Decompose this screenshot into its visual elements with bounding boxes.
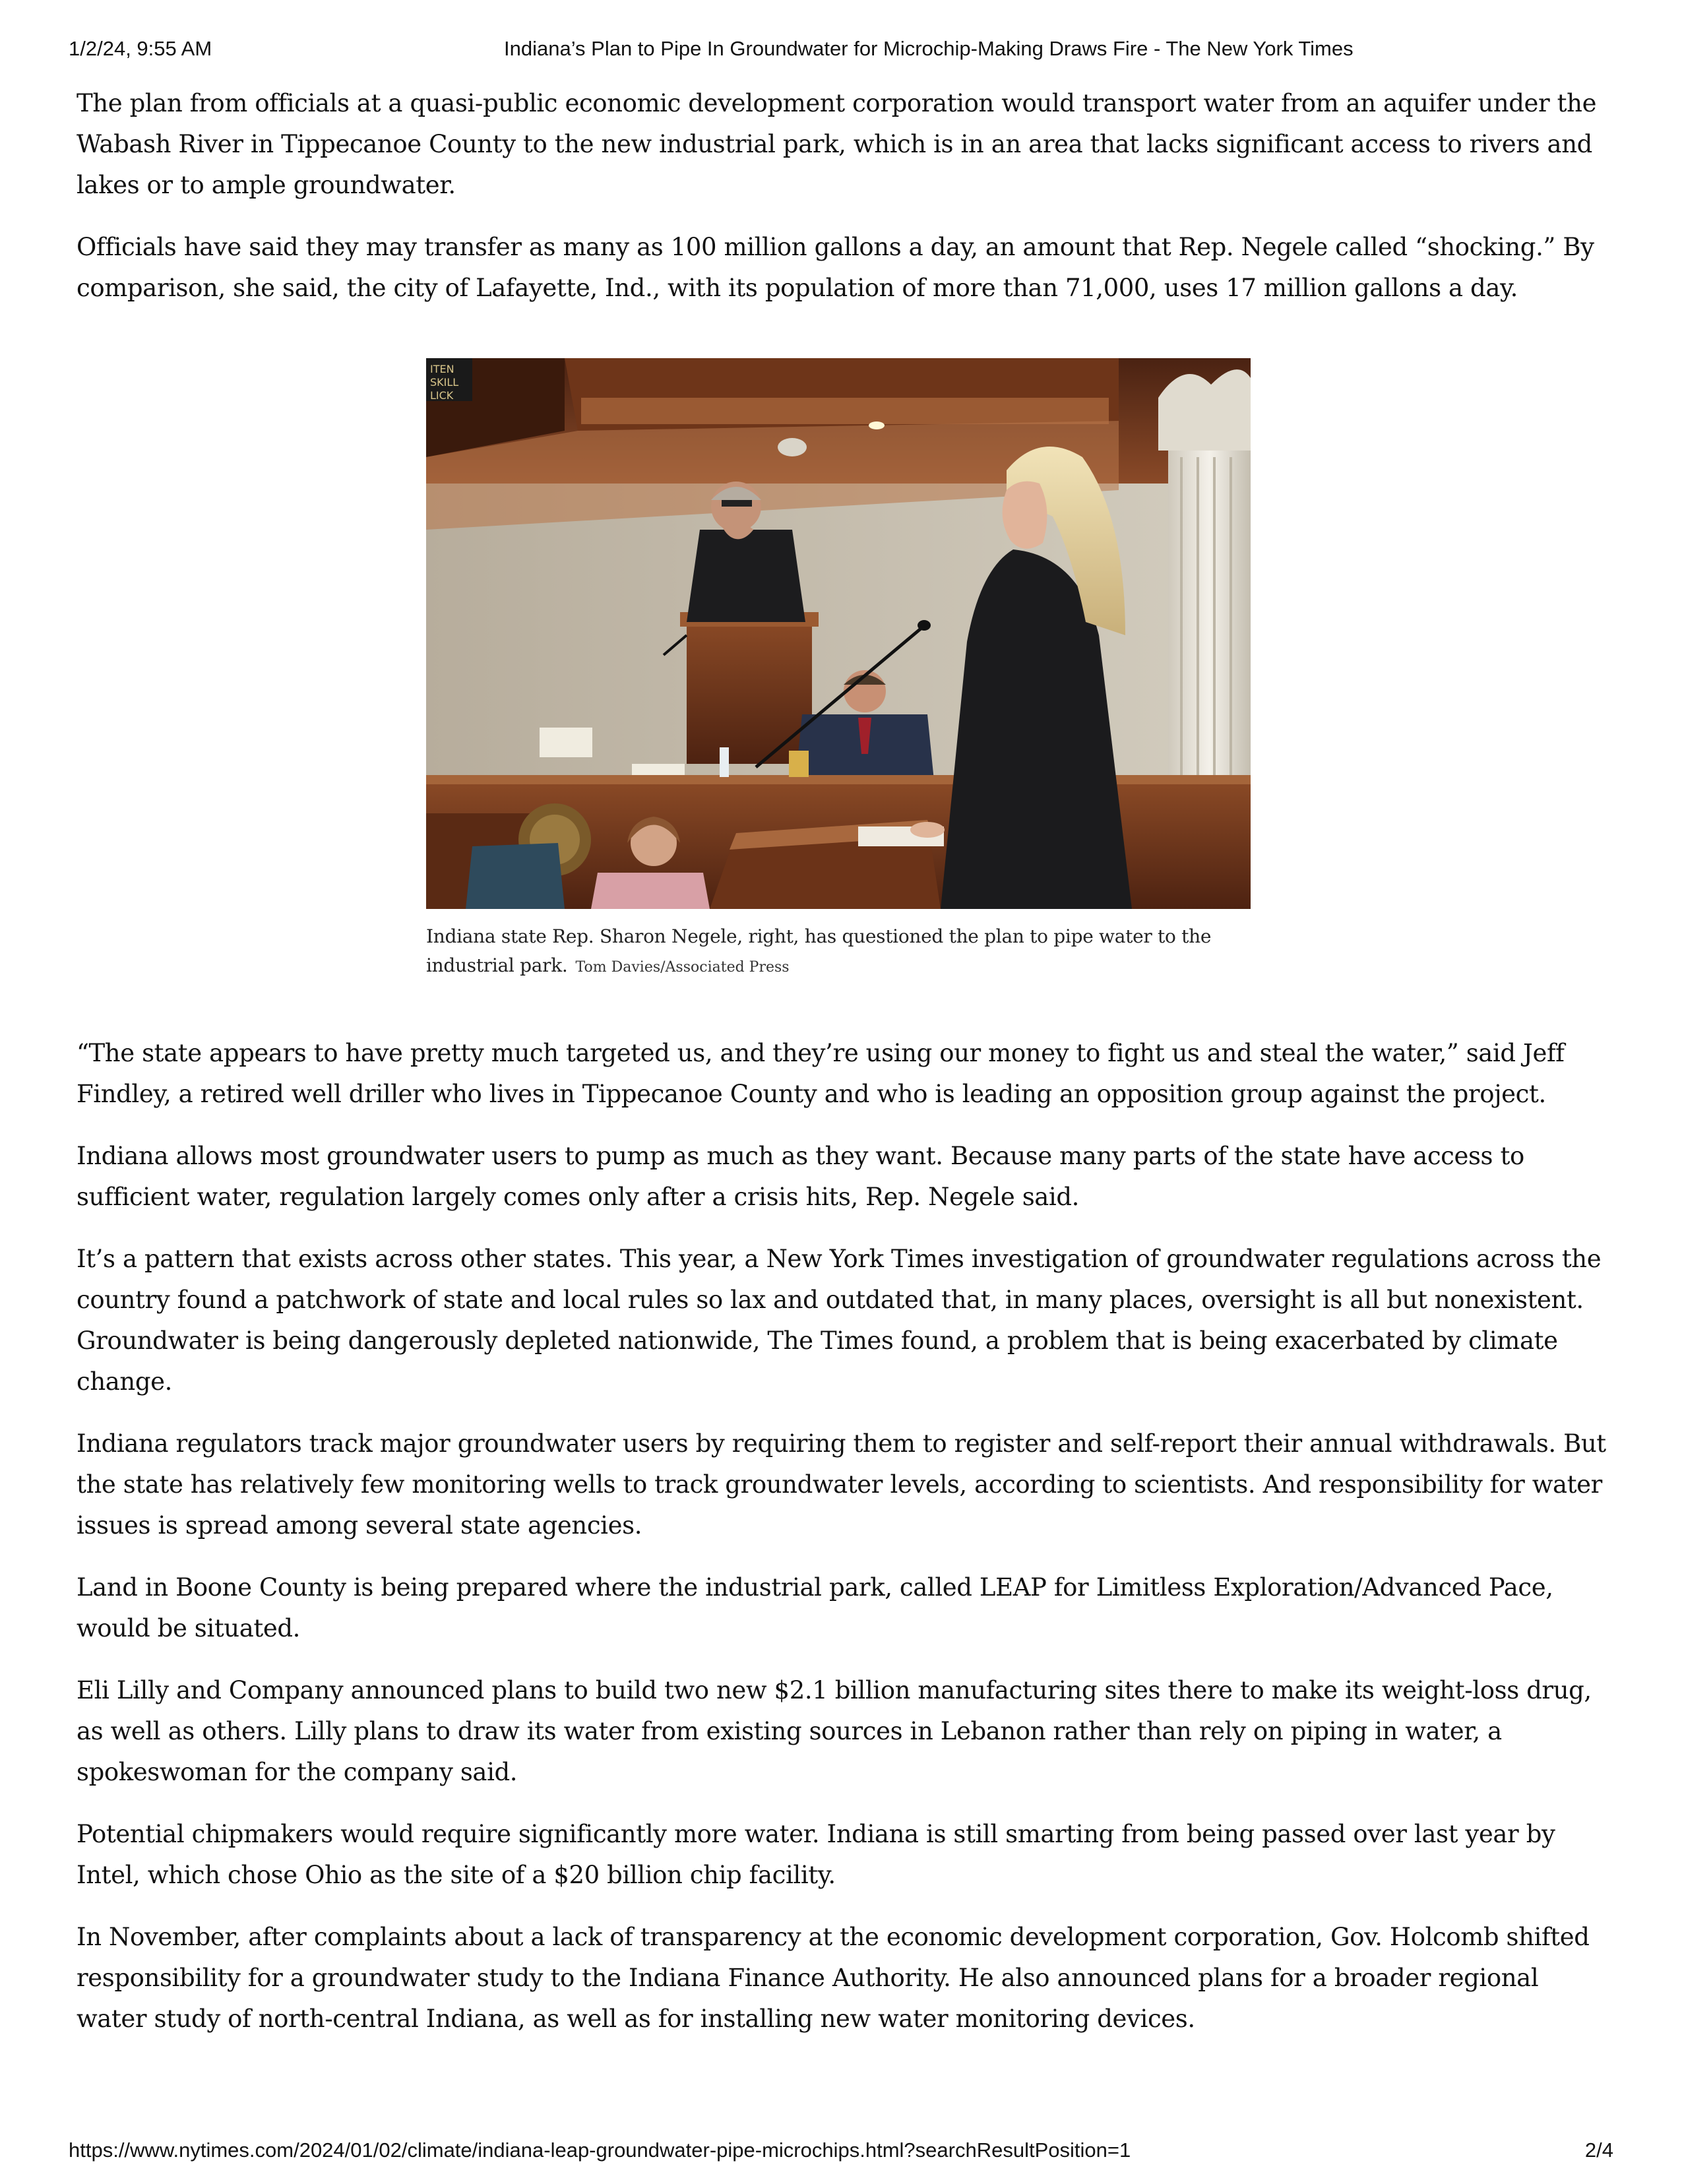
svg-text:ITEN: ITEN <box>430 363 454 375</box>
print-page-title: Indiana’s Plan to Pipe In Groundwater for Microchip-Making Draws Fire - The New York Times <box>504 37 1354 60</box>
article-figure <box>426 358 1251 982</box>
page-url-link[interactable]: https://www.nytimes.com/2024/01/02/climate/indiana-leap-groundwater-pipe-microchips.html?searchResultPosition=1 <box>69 2138 1131 2162</box>
article-paragraph: Eli Lilly and Company announced plans to build two new $2.1 billion manufacturing sites there to make its weight-loss drug, as well as others. Lilly plans to draw its water from existing sources in Lebanon rather than rely on piping in water, a spokeswoman for the company said. <box>77 1676 1592 1786</box>
figure-caption <box>426 922 1244 982</box>
caption-text: Indiana state Rep. Sharon Negele, right, has questioned the plan to pipe water to the industrial park. <box>426 925 1212 976</box>
page-number: 2/4 <box>1584 2138 1613 2162</box>
print-header <box>69 37 1613 70</box>
print-footer <box>69 2138 1613 2168</box>
article-body-bottom <box>77 1033 1607 2061</box>
article-paragraph: Indiana allows most groundwater users to pump as much as they want. Because many parts of the state have access to sufficient water, regulation largely comes only after a crisis hits, Rep. Negele said. <box>77 1142 1524 1211</box>
article-paragraph: Officials have said they may transfer as many as 100 million gallons a day, an amount that Rep. Negele called “shocking.” By comparison, she said, the city of Lafayette, Ind., with its population of more than 71,000, uses 17 million gallons a day. <box>77 233 1594 302</box>
article-paragraph: “The state appears to have pretty much targeted us, and they’re using our money to fight us and steal the water,” said Jeff Findley, a retired well driller who lives in Tippecanoe County and who is leading an opposition group against the project. <box>77 1039 1565 1108</box>
photo-legislator-speaking <box>426 358 1251 909</box>
photo-credit: Tom Davies/Associated Press <box>575 959 790 976</box>
article-paragraph: It’s a pattern that exists across other states. This year, a New York Times investigation of groundwater regulations across the country found a patchwork of state and local rules so lax and outdated that, in many places, oversight is all but nonexistent. Groundwater is being dangerously depleted nationwide, The Times found, a problem that is being exacerbated by climate change. <box>77 1245 1602 1396</box>
article-paragraph: The plan from officials at a quasi-public economic development corporation would transport water from an aquifer under the Wabash River in Tippecanoe County to the new industrial park, which is in an area that lacks significant access to rivers and lakes or to ample groundwater. <box>77 89 1597 199</box>
article-body-top <box>77 83 1607 330</box>
article-paragraph: Land in Boone County is being prepared where the industrial park, called LEAP for Limitless Exploration/Advanced Pace, would be situated. <box>77 1573 1553 1642</box>
article-paragraph: Indiana regulators track major groundwater users by requiring them to register and self-report their annual withdrawals. But the state has relatively few monitoring wells to track groundwater levels, according to scientists. And responsibility for water issues is spread among several state agencies. <box>77 1429 1606 1540</box>
svg-text:LICK: LICK <box>430 389 454 402</box>
print-date: 1/2/24, 9:55 AM <box>69 37 212 60</box>
article-paragraph: Potential chipmakers would require significantly more water. Indiana is still smarting from being passed over last year by Intel, which chose Ohio as the site of a $20 billion chip facility. <box>77 1820 1555 1889</box>
article-paragraph: In November, after complaints about a lack of transparency at the economic development corporation, Gov. Holcomb shifted responsibility for a groundwater study to the Indiana Finance Authority. He also announced plans for a broader regional water study of north-central Indiana, as well as for installing new water monitoring devices. <box>77 1923 1590 2033</box>
svg-text:SKILL: SKILL <box>430 376 459 389</box>
